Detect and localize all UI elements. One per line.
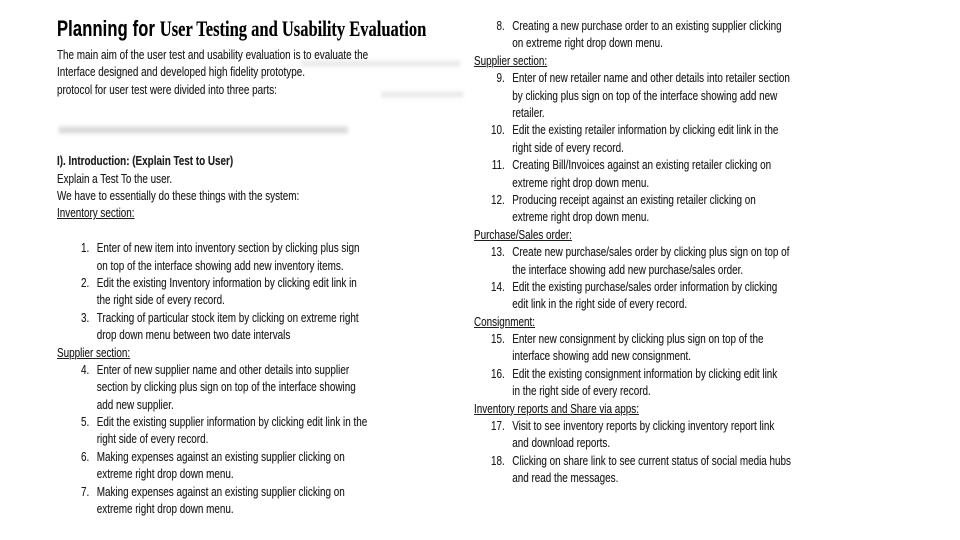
section-header: Inventory reports and Share via apps:: [474, 400, 639, 416]
list-item-text: [512, 17, 781, 52]
list-item: [474, 121, 932, 156]
text-line: right side of every record.: [512, 139, 624, 155]
list-item: [474, 17, 932, 52]
list-item-text: [512, 452, 791, 487]
list-item-text: [512, 121, 778, 156]
text-line: We have to essentially do these things with the system:: [57, 187, 300, 203]
list-item: [474, 278, 932, 313]
list-item: [57, 309, 488, 344]
text-line: drop down menu between two date intervals: [96, 327, 291, 343]
text-line: and download reports.: [512, 435, 611, 451]
text-line: Producing receipt against an existing retailer clicking on: [512, 191, 756, 207]
list-item-text: [512, 417, 774, 452]
text-line: Enter of new item into inventory section by clicking plus sign: [96, 240, 360, 256]
section-header: Supplier section:: [474, 52, 548, 68]
list-item-number: 1.: [81, 240, 90, 256]
text-line: Edit the existing retailer information by clicking edit link in the: [512, 122, 779, 138]
list-item: [474, 365, 932, 400]
text-line: right side of every record.: [96, 431, 209, 447]
section-header: Consignment:: [474, 313, 536, 329]
text-line: Enter new consignment by clicking plus sign on top of the: [512, 331, 764, 347]
left-column-blocks: [57, 152, 488, 517]
text-line: on extreme right drop down menu.: [512, 35, 663, 51]
list-item-number: 6.: [81, 448, 90, 464]
text-line: interface showing add new consignment.: [512, 348, 691, 364]
text-line: Edit the existing supplier information by clicking edit link in the: [96, 414, 368, 430]
list-item-text: [97, 309, 359, 344]
text-line: extreme right drop down menu.: [96, 501, 234, 517]
text-line: Create new purchase/sales order by clicking plus sign on top of: [512, 244, 790, 260]
list-item-number: 16.: [490, 365, 505, 381]
list-item: [57, 274, 488, 309]
list-item: [474, 330, 932, 365]
list-item-text: [97, 448, 345, 483]
list-item-number: 5.: [81, 414, 90, 430]
text-line: extreme right drop down menu.: [512, 209, 650, 225]
text-line: Creating Bill/Invoices against an existing retailer clicking on: [512, 157, 772, 173]
list-item-text: [97, 361, 356, 413]
text-line: the interface showing add new purchase/sales order.: [512, 261, 744, 277]
list-item: [474, 452, 932, 487]
section-header: Purchase/Sales order:: [474, 226, 572, 242]
title-sans-part: Planning for: [57, 16, 160, 41]
text-line: retailer.: [512, 104, 545, 120]
list-item-number: 4.: [81, 361, 90, 377]
intro-paragraph: [57, 46, 488, 98]
text-line: Edit the existing consignment information by clicking edit link: [512, 365, 778, 381]
page-title: [57, 14, 488, 44]
list-item-number: 15.: [490, 331, 505, 347]
list-item-number: 17.: [490, 418, 505, 434]
list-item-number: 8.: [496, 18, 505, 33]
list-item: [474, 69, 932, 121]
list-item-number: 14.: [490, 278, 505, 294]
text-line: by clicking plus sign on top of the interface showing add new: [512, 87, 778, 103]
text-line: Tracking of particular stock item by clicking on extreme right: [96, 309, 359, 325]
text-line: and read the messages.: [512, 470, 619, 486]
list-item-text: [512, 365, 777, 400]
list-item-text: [512, 69, 790, 121]
list-item: [57, 361, 488, 413]
text-line: The main aim of the user test and usability evaluation is to evaluate the: [57, 47, 369, 62]
list-item-number: 2.: [81, 274, 90, 290]
text-line: in the right side of every record.: [512, 383, 651, 399]
list-item-number: 7.: [81, 483, 90, 499]
list-item-text: [97, 239, 360, 274]
list-item-number: 3.: [81, 309, 90, 325]
text-line: extreme right drop down menu.: [512, 174, 650, 190]
text-line: extreme right drop down menu.: [96, 466, 234, 482]
list-item-number: 10.: [490, 122, 505, 138]
text-line: add new supplier.: [96, 396, 174, 412]
blank-line: [57, 222, 488, 239]
list-item-text: [512, 156, 771, 191]
text-line: Enter of new retailer name and other details into retailer section: [512, 70, 790, 86]
text-line: Interface designed and developed high fidelity prototype.: [57, 64, 305, 80]
text-line: protocol for user test were divided into three parts:: [57, 81, 277, 97]
list-item: [474, 243, 932, 278]
list-item: [474, 417, 932, 452]
text-line: the right side of every record.: [96, 292, 225, 308]
list-item-text: [97, 483, 345, 518]
list-item-text: [512, 191, 756, 226]
list-item-number: 11.: [491, 157, 505, 173]
list-item: [57, 413, 488, 448]
list-item: [57, 483, 488, 518]
list-item: [57, 239, 488, 274]
list-item-number: 12.: [490, 191, 505, 207]
list-item-number: 18.: [490, 452, 505, 468]
text-line: Visit to see inventory reports by clicking inventory report link: [512, 418, 775, 434]
list-item-number: 9.: [496, 70, 505, 86]
list-item-text: [512, 330, 763, 365]
text-line: Making expenses against an existing supplier clicking on: [96, 448, 345, 464]
section-header: Inventory section:: [57, 205, 135, 221]
text-line: edit link in the right side of every record.: [512, 296, 688, 312]
list-item: [474, 156, 932, 191]
list-item: [474, 191, 932, 226]
text-line: Creating a new purchase order to an existing supplier clicking: [512, 18, 782, 33]
text-line: Clicking on share link to see current status of social media hubs: [512, 452, 791, 468]
right-column-blocks: [474, 17, 932, 487]
section-header: Supplier section:: [57, 344, 131, 360]
list-item-text: [97, 413, 367, 448]
sub-heading: I). Introduction: (Explain Test to User): [57, 153, 234, 169]
text-line: Edit the existing purchase/sales order information by clicking: [512, 278, 778, 294]
left-column: [57, 14, 488, 517]
text-line: section by clicking plus sign on top of the interface showing: [96, 379, 356, 395]
list-item-text: [512, 278, 777, 313]
title-serif-part: User Testing and Usability Evaluation: [159, 16, 427, 41]
right-column: [474, 17, 932, 487]
text-line: Making expenses against an existing supplier clicking on: [96, 483, 345, 499]
list-item-number: 13.: [490, 244, 505, 260]
text-line: Enter of new supplier name and other details into supplier: [96, 361, 350, 377]
list-item: [57, 448, 488, 483]
text-line: Explain a Test To the user.: [57, 170, 173, 186]
text-line: Edit the existing Inventory information by clicking edit link in: [96, 274, 357, 290]
list-item-text: [512, 243, 789, 278]
text-line: on top of the interface showing add new inventory items.: [96, 257, 344, 273]
list-item-text: [97, 274, 357, 309]
